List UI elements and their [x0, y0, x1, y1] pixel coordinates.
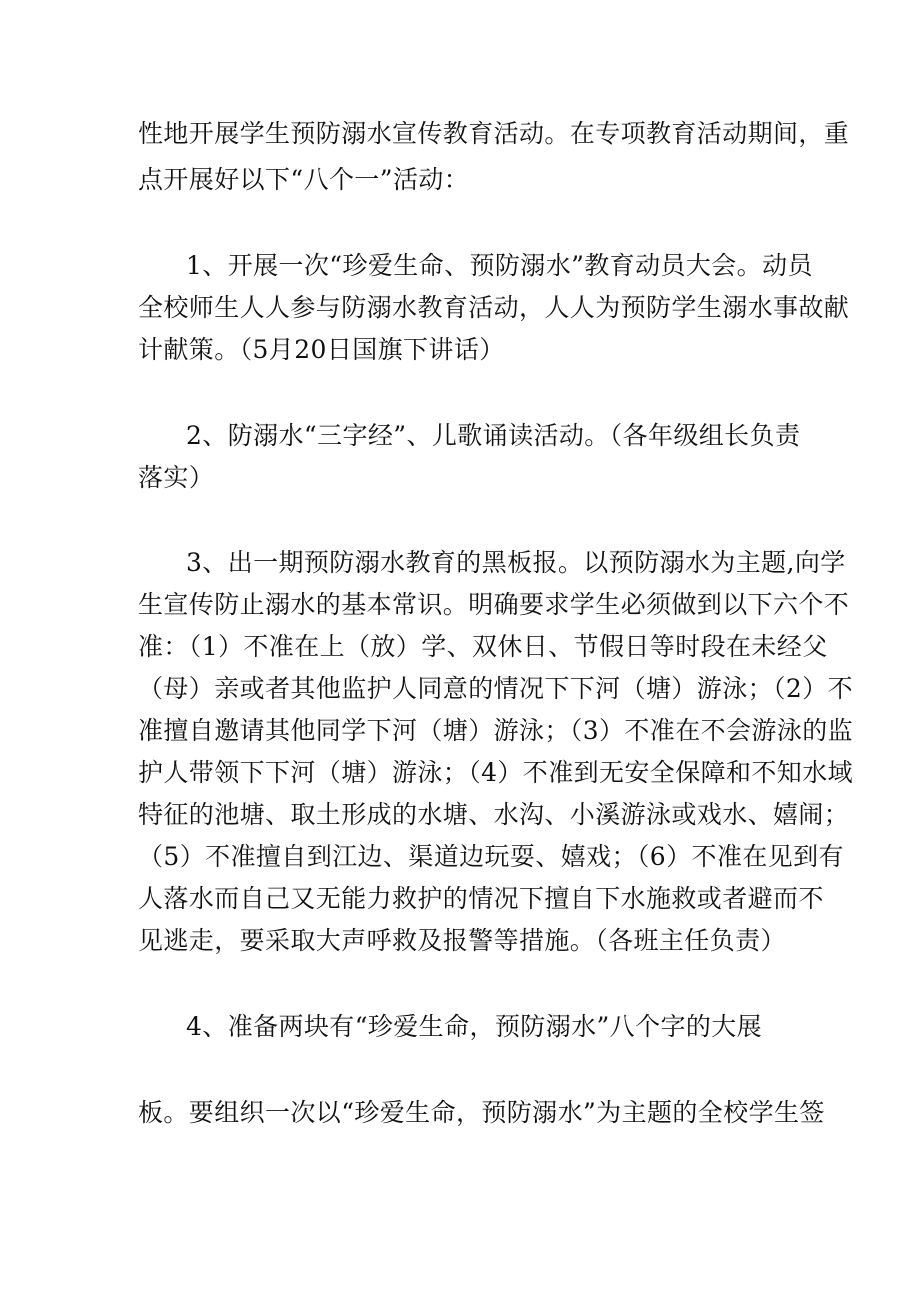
text-line: 准：（1）不准在上（放）学、双休日、节假日等时段在未经父 — [138, 632, 828, 661]
text-line: 点开展好以下“八个一”活动： — [138, 165, 470, 194]
text-line: 护人带领下下河（塘）游泳；（4）不准到无安全保障和不知水域 — [138, 758, 854, 787]
text-line: 特征的池塘、取土形成的水塘、水沟、小溪游泳或戏水、嬉闹； — [138, 800, 850, 829]
text-line: 2、防溺水“三字经”、儿歌诵读活动。（各年级组长负责 — [186, 421, 801, 450]
text-line: 准擅自邀请其他同学下河（塘）游泳；（3）不准在不会游泳的监 — [138, 716, 854, 745]
text-line: 3、出一期预防溺水教育的黑板报。以预防溺水为主题,向学 — [186, 548, 846, 577]
text-line: 人落水而自己又无能力救护的情况下擅自下水施救或者避而不 — [138, 884, 824, 913]
text-line: 性地开展学生预防溺水宣传教育活动。在专项教育活动期间，重 — [138, 119, 850, 148]
text-line: 1、开展一次“珍爱生命、预防溺水”教育动员大会。动员 — [186, 251, 813, 280]
text-line: 板。要组织一次以“珍爱生命，预防溺水”为主题的全校学生签 — [138, 1098, 825, 1127]
text-line: 见逃走，要采取大声呼救及报警等措施。（各班主任负责） — [138, 926, 786, 955]
text-line: 4、准备两块有“珍爱生命，预防溺水”八个字的大展 — [186, 1012, 763, 1041]
text-line: （母）亲或者其他监护人同意的情况下下河（塘）游泳；（2）不 — [138, 674, 854, 703]
text-line: 全校师生人人参与防溺水教育活动，人人为预防学生溺水事故献 — [138, 293, 850, 322]
text-line: 计献策。（5月20日国旗下讲话） — [138, 335, 505, 364]
text-line: （5）不准擅自到江边、渠道边玩耍、嬉戏；（6）不准在见到有 — [138, 842, 844, 871]
text-line: 落实） — [138, 463, 215, 492]
text-line: 生宣传防止溺水的基本常识。明确要求学生必须做到以下六个不 — [138, 590, 850, 619]
